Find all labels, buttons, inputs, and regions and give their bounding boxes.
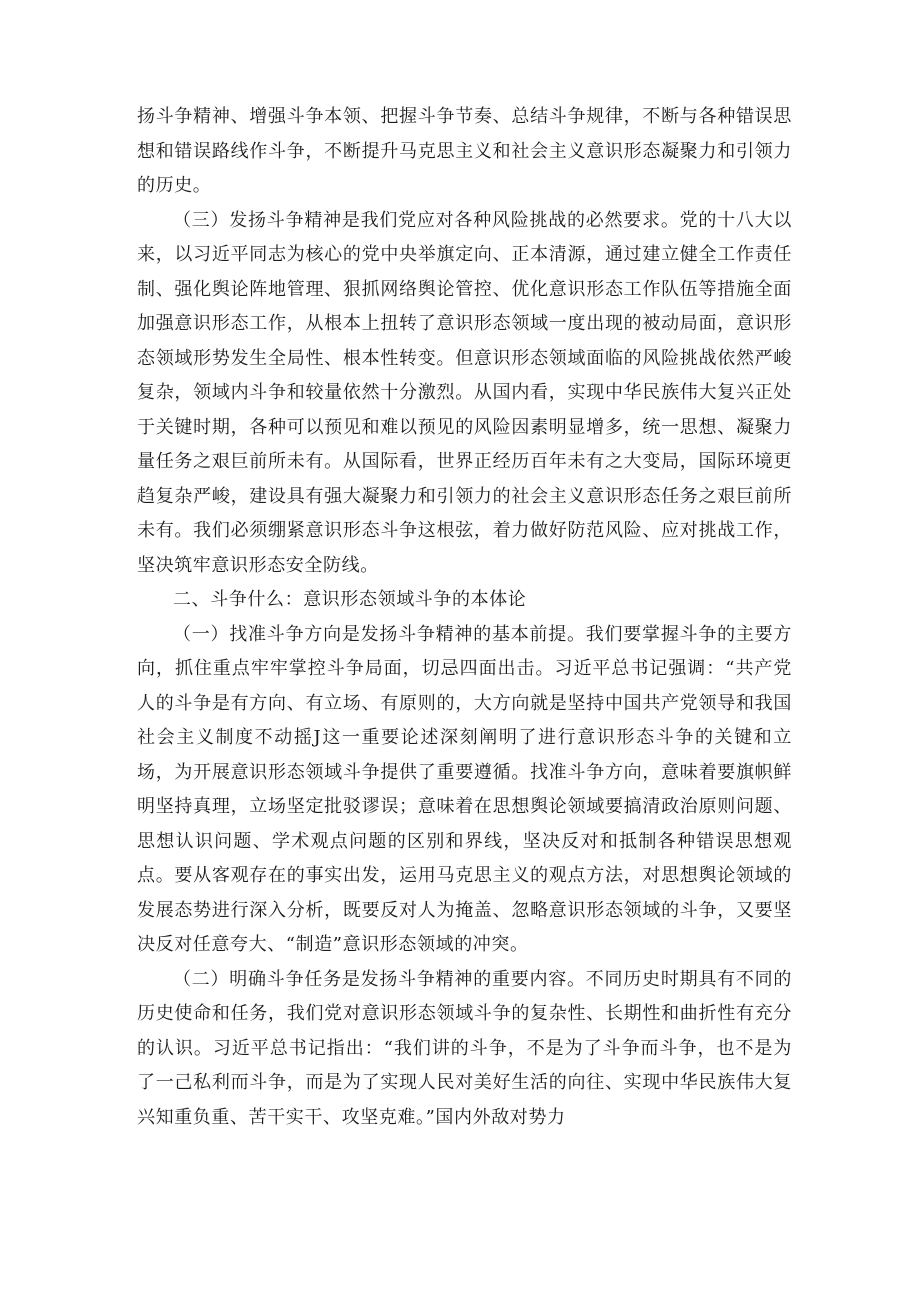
paragraph-continuation: 扬斗争精神、增强斗争本领、把握斗争节奏、总结斗争规律，不断与各种错误思想和错误路线作斗争，不断提升马克思主义和社会主义意识形态凝聚力和引领力的历史。 <box>137 106 792 196</box>
paragraph-subsection-2: （二）明确斗争任务是发扬斗争精神的重要内容。不同历史时期具有不同的历史使命和任务，我们党对意识形态领域斗争的复杂性、长期性和曲折性有充分的认识。习近平总书记指出：“我们讲的斗争，不是为了斗争而斗争，也不是为了一己私利而斗争，而是为了实现人民对美好生活的向往、实现中华民族伟大复兴知重负重、苦干实干、攻坚克难。”国内外敌对势力 <box>137 968 792 1128</box>
paragraph-section-3: （三）发扬斗争精神是我们党应对各种风险挑战的必然要求。党的十八大以来，以习近平同志为核心的党中央举旗定向、正本清源，通过建立健全工作责任制、强化舆论阵地管理、狠抓网络舆论管控、优化意识形态工作队伍等措施全面加强意识形态工作，从根本上扭转了意识形态领域一度出现的被动局面，意识形态领域形势发生全局性、根本性转变。但意识形态领域面临的风险挑战依然严峻复杂，领域内斗争和较量依然十分激烈。从国内看，实现中华民族伟大复兴正处于关键时期，各种可以预见和难以预见的风险因素明显增多，统一思想、凝聚力量任务之艰巨前所未有。从国际看，世界正经历百年未有之大变局，国际环境更趋复杂严峻，建设具有强大凝聚力和引领力的社会主义意识形态任务之艰巨前所未有。我们必须绷紧意识形态斗争这根弦，着力做好防范风险、应对挑战工作，坚决筑牢意识形态安全防线。 <box>137 209 792 576</box>
paragraph-subsection-1: （一）找准斗争方向是发扬斗争精神的基本前提。我们要掌握斗争的主要方向，抓住重点牢牢掌控斗争局面，切忌四面出击。习近平总书记强调：“共产党人的斗争是有方向、有立场、有原则的，大方向就是坚持中国共产党领导和我国社会主义制度不动摇J这一重要论述深刻阐明了进行意识形态斗争的关键和立场，为开展意识形态领域斗争提供了重要遵循。找准斗争方向，意味着要旗帜鲜明坚持真理，立场坚定批驳谬误；意味着在思想舆论领域要搞清政治原则问题、思想认识问题、学术观点问题的区别和界线，坚决反对和抵制各种错误思想观点。要从客观存在的事实出发，运用马克思主义的观点方法，对思想舆论领域的发展态势进行深入分析，既要反对人为掩盖、忽略意识形态领域的斗争，又要坚决反对任意夸大、“制造”意识形态领域的冲突。 <box>137 623 792 955</box>
section-heading-2: 二、斗争什么：意识形态领域斗争的本体论 <box>173 589 527 610</box>
